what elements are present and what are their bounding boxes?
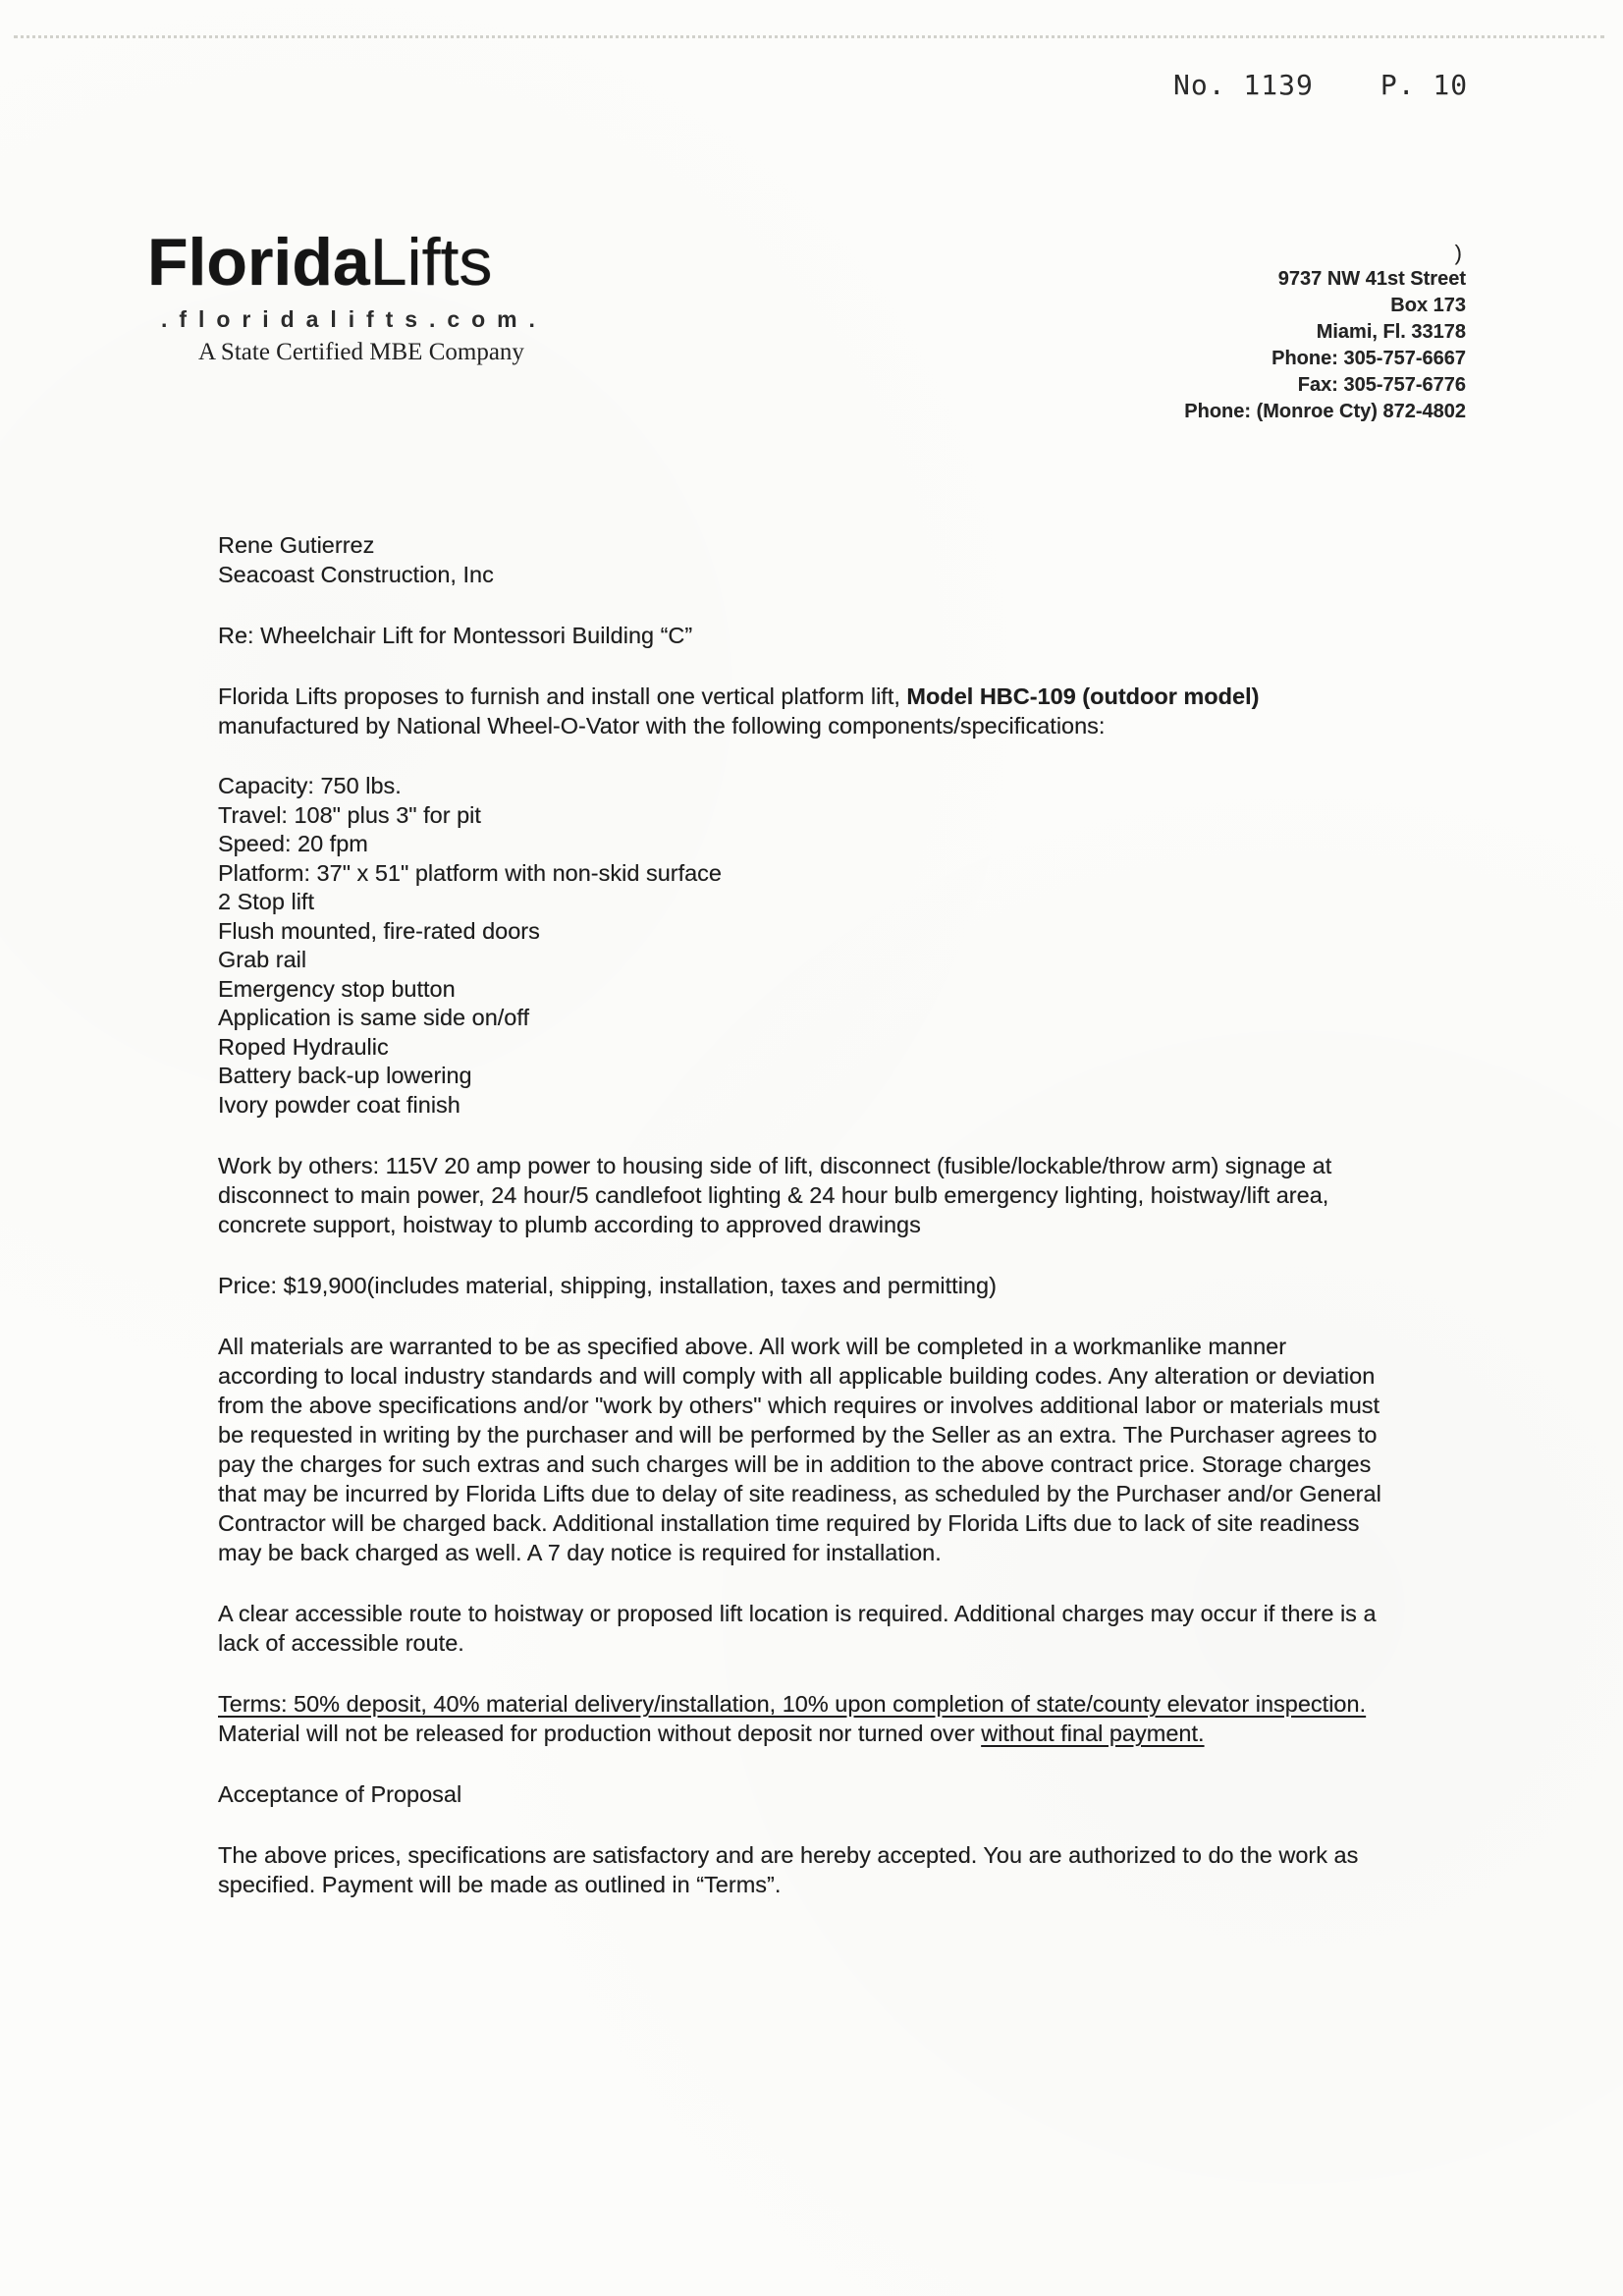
price-line: Price: $19,900(includes material, shipping, installation, taxes and permitting) [218,1273,997,1298]
terms-paragraph [218,1689,1381,1748]
accessible-route-paragraph: A clear accessible route to hoistway or proposed lift location is required. Additional charges may occur if there is a lack of accessible route. [218,1601,1377,1656]
fax-doc-number: No. 1139 [1173,69,1314,101]
spec-line: Roped Hydraulic [218,1033,389,1060]
work-by-others-paragraph: Work by others: 115V 20 amp power to housing side of lift, disconnect (fusible/lockable/throw arm) signage at disconnect to main power, 24 hour/5 candlefoot lighting & 24 hour bulb emergency lighting, hoistway/lift area, concrete support, hoistway to plumb according to approved drawings [218,1153,1332,1237]
spec-line: Grab rail [218,947,307,972]
spec-line: Travel: 108" plus 3" for pit [218,801,481,828]
intro-text-post: manufactured by National Wheel-O-Vator with the following components/specifications: [218,713,1106,738]
subject-line: Re: Wheelchair Lift for Montessori Building “C” [218,623,693,648]
spec-line: Ivory powder coat finish [218,1091,460,1118]
spec-line: Flush mounted, fire-rated doors [218,917,540,944]
spec-line: Battery back-up lowering [218,1063,472,1088]
scan-artifact-line [14,35,1604,38]
spec-list [218,772,1381,1120]
fax-header [1173,69,1468,101]
intro-text-pre: Florida Lifts proposes to furnish and install one vertical platform lift, [218,683,907,709]
company-logo [147,225,697,366]
warranty-paragraph: All materials are warranted to be as specified above. All work will be completed in a workmanlike manner according to local industry standards and will comply with all applicable building codes. Any alteration or deviation from the above specifications and/or "work by others" which requires or involves additional labor or materials must be requested in writing by the purchaser and will be performed by the Seller as an extra. The Purchaser agrees to pay the charges for such extras and such charges will be in addition to the above contract price. Storage charges that may be incurred by Florida Lifts due to delay of site readiness, as scheduled by the Purchaser and/or General Contractor will be charged back. Additional installation time required by Florida Lifts due to lack of site readiness may be back charged as well. A 7 day notice is required for installation. [218,1334,1381,1565]
spec-line: Application is same side on/off [218,1005,529,1030]
acceptance-paragraph: The above prices, specifications are satisfactory and are hereby accepted. You are authorized to do the work as specified. Payment will be made as outlined in “Terms”. [218,1842,1359,1897]
spacer [218,1120,1381,1151]
logo-florida-text: Florida [147,225,370,300]
fax-page-number: P. 10 [1380,69,1469,101]
company-website: .floridalifts.com. [161,306,547,332]
address-street: 9737 NW 41st Street [1277,268,1466,290]
logo-lifts-text: Lifts [369,225,493,300]
spec-line: Emergency stop button [218,975,456,1002]
spec-line: 2 Stop lift [218,889,314,914]
address-city: Miami, Fl. 33178 [1316,321,1466,343]
spec-line: Platform: 37" x 51" platform with non-skid surface [218,859,723,886]
letter-body [218,530,1381,1931]
acceptance-heading: Acceptance of Proposal [218,1781,462,1807]
intro-model-bold: Model HBC-109 (outdoor model) [906,683,1260,709]
logo-wordmark [147,225,697,300]
terms-underlined-text: Terms: 50% deposit, 40% material delivery/installation, 10% upon completion of state/county elevator inspection. [218,1691,1367,1717]
spec-line: Capacity: 750 lbs. [218,773,402,798]
address-fax: Fax: 305-757-6776 [1297,374,1466,396]
spec-line: Speed: 20 fpm [218,831,368,856]
address-phone-monroe: Phone: (Monroe Cty) 872-4802 [1184,401,1466,422]
certification-line: A State Certified MBE Company [198,339,524,365]
address-phone: Phone: 305-757-6667 [1271,348,1466,369]
terms-rest-text: Material will not be released for production without deposit nor turned over [218,1721,982,1746]
scan-artifact-paren: ) [1454,241,1462,265]
recipient-company: Seacoast Construction, Inc [218,562,494,587]
intro-paragraph [218,682,1381,740]
spacer [218,589,1381,621]
letterhead-address-block [1184,240,1466,425]
terms-underlined-final: without final payment. [981,1721,1205,1746]
address-box: Box 173 [1390,295,1466,316]
recipient-name: Rene Gutierrez [218,532,375,558]
